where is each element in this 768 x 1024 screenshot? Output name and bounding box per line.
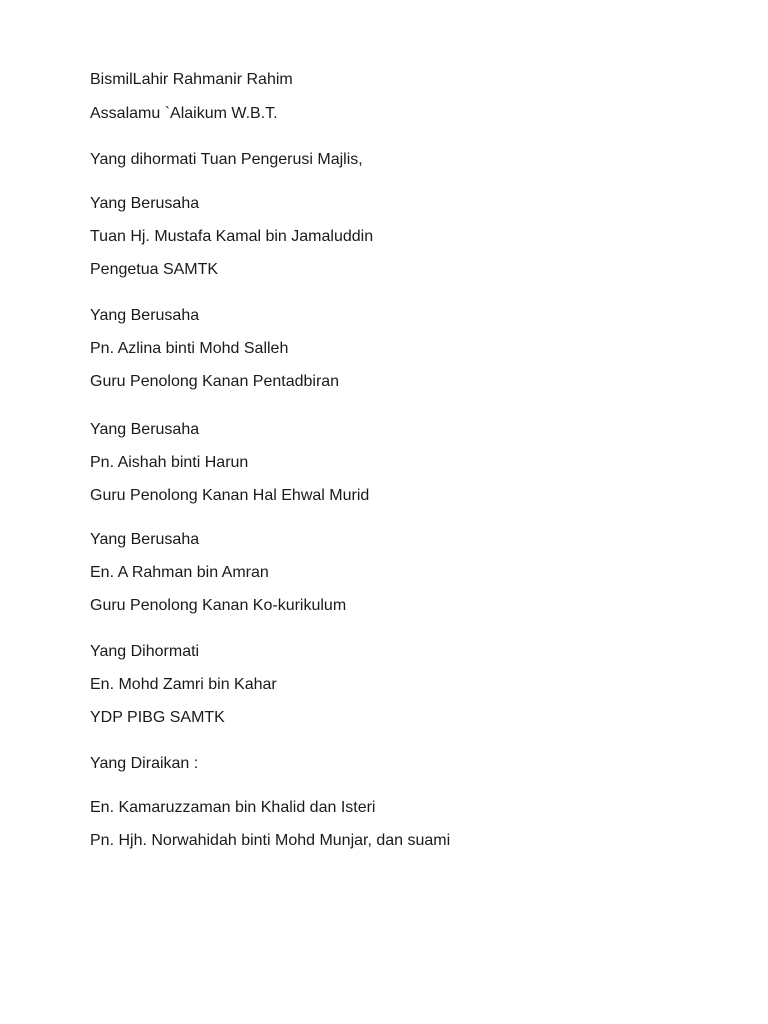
greeting-line: Assalamu `Alaikum W.B.T. [90, 105, 278, 122]
honorific-line: Yang Berusaha [90, 307, 200, 324]
guest-line: En. Kamaruzzaman bin Khalid dan Isteri [90, 799, 376, 816]
name-line: En. Mohd Zamri bin Kahar [90, 676, 277, 693]
guest-line: Pn. Hjh. Norwahidah binti Mohd Munjar, dan suami [90, 832, 451, 849]
opening-line: BismilLahir Rahmanir Rahim [90, 71, 293, 88]
name-line: En. A Rahman bin Amran [90, 564, 269, 581]
position-line: YDP PIBG SAMTK [90, 709, 225, 726]
position-line: Guru Penolong Kanan Hal Ehwal Murid [90, 487, 370, 504]
honorific-line: Yang Berusaha [90, 195, 200, 212]
honorific-line: Yang Dihormati [90, 643, 200, 660]
position-line: Guru Penolong Kanan Ko-kurikulum [90, 597, 347, 614]
chairman-address-line: Yang dihormati Tuan Pengerusi Majlis, [90, 151, 363, 168]
honorific-line: Yang Berusaha [90, 531, 200, 548]
guests-heading-line: Yang Diraikan : [90, 755, 199, 772]
position-line: Pengetua SAMTK [90, 261, 219, 278]
honorific-line: Yang Berusaha [90, 421, 200, 438]
name-line: Tuan Hj. Mustafa Kamal bin Jamaluddin [90, 228, 374, 245]
name-line: Pn. Azlina binti Mohd Salleh [90, 340, 289, 357]
name-line: Pn. Aishah binti Harun [90, 454, 249, 471]
position-line: Guru Penolong Kanan Pentadbiran [90, 373, 340, 390]
